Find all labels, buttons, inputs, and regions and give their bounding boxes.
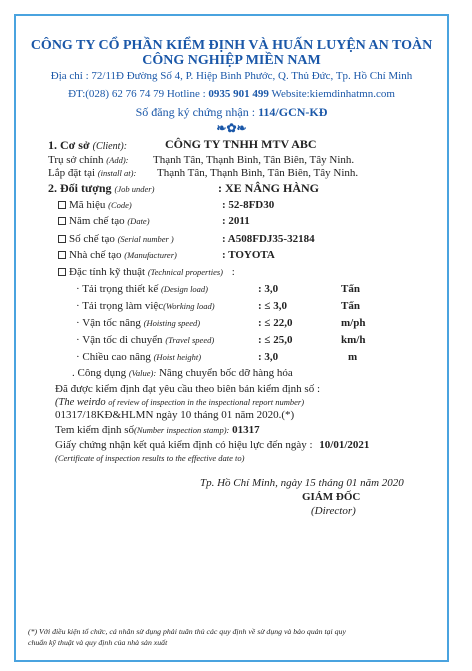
prop-travel-speed-unit: km/h xyxy=(341,334,366,346)
hq-label: Trụ sở chính (Add): xyxy=(48,154,129,166)
validity-line-en: (Certificate of inspection results to the effective date to) xyxy=(55,453,245,463)
validity-line: Giấy chứng nhận kết quả kiểm định có hiệu lực đến ngày : 10/01/2021 xyxy=(55,439,370,451)
field-code-label: Mã hiệu (Code) xyxy=(58,199,132,211)
company-name-line1: CÔNG TY CỔ PHẦN KIỂM ĐỊNH VÀ HUẤN LUYỆN AN TOÀN xyxy=(30,38,433,53)
inspection-statement: Đã được kiểm định đạt yêu cầu theo biên bản kiểm định số : xyxy=(55,383,321,395)
field-year-label: Năm chế tạo (Date) xyxy=(58,215,150,227)
inspection-report-number: 01317/18KĐ&HLMN ngày 10 tháng 01 năm 2020.(*) xyxy=(55,409,295,421)
footnote-line2: chuẩn kỹ thuật và quy định của nhà sản xuất xyxy=(28,638,168,647)
prop-travel-speed-label: · Vận tốc di chuyển (Travel speed) xyxy=(76,334,215,346)
object-value: : XE NÂNG HÀNG xyxy=(218,181,319,195)
install-value: Thạnh Tân, Thạnh Bình, Tân Biên, Tây Ninh. xyxy=(157,167,359,179)
place-date: Tp. Hồ Chí Minh, ngày 15 tháng 01 năm 2020 xyxy=(200,477,404,489)
registration-label: Số đăng ký chứng nhận : xyxy=(135,105,256,119)
prop-design-load-unit: Tấn xyxy=(341,283,360,295)
prop-design-load-label: · Tải trọng thiết kế (Design load) xyxy=(76,283,209,295)
hotline: 0935 901 499 xyxy=(208,88,269,100)
prop-hoist-height-label: · Chiều cao nâng (Hoist height) xyxy=(76,351,202,363)
footnote-line1: (*) Với điều kiện tổ chức, cá nhân sử dụng phải tuân thủ các quy định về sử dụng và bảo quản tại quy xyxy=(28,627,346,636)
field-manufacturer-label: Nhà chế tạo (Manufacturer) xyxy=(58,249,177,261)
field-year-value: : 2011 xyxy=(222,215,250,227)
director-title: GIÁM ĐỐC xyxy=(302,491,361,503)
section2-label: 2. Đối tượng (Job under) xyxy=(48,181,155,195)
prop-working-load-label: · Tải trọng làm việc(Working load) xyxy=(76,300,215,312)
prop-hoist-height-value: : 3,0 xyxy=(258,351,279,363)
section1-label: 1. Cơ sở (Client): xyxy=(48,138,128,152)
prop-hoisting-speed-unit: m/ph xyxy=(341,317,366,329)
inspection-statement-en: (The weirdo of review of inspection in the inspectional report number) xyxy=(55,397,305,408)
stamp-line: Tem kiểm định số(Number inspection stamp): 01317 xyxy=(55,424,260,436)
company-name-line2: CÔNG NGHIỆP MIỀN NAM xyxy=(142,53,321,68)
usage-line: . Công dụng (Value): Nâng chuyển bốc dỡ hàng hóa xyxy=(72,367,293,379)
hq-value: Thạnh Tân, Thạnh Bình, Tân Biên, Tây Ninh. xyxy=(153,154,355,166)
registration-number: 114/GCN-KĐ xyxy=(258,105,328,119)
ornament: ❧✿❧ xyxy=(216,121,247,135)
install-label: Lắp đặt tại (install at): xyxy=(48,167,137,179)
prop-working-load-unit: Tấn xyxy=(341,300,360,312)
phone-label: ĐT:(028) 62 76 74 79 Hotline : xyxy=(68,88,206,100)
website: Website:kiemdinhatmn.com xyxy=(271,88,395,100)
prop-hoisting-speed-value: : ≤ 22,0 xyxy=(258,317,293,329)
client-name: CÔNG TY TNHH MTV ABC xyxy=(165,137,317,151)
registration-line xyxy=(14,105,449,120)
field-serial-label: Số chế tạo (Serial number ) xyxy=(58,233,174,245)
field-code-value: : 52-8FD30 xyxy=(222,199,275,211)
tech-props-label: Đặc tính kỹ thuật (Technical properties) : xyxy=(58,266,235,278)
company-address: Địa chỉ : 72/11Đ Đường Số 4, P. Hiệp Bình Phước, Q. Thủ Đức, Tp. Hồ Chí Minh xyxy=(50,70,413,82)
prop-working-load-value: : ≤ 3,0 xyxy=(258,300,287,312)
field-serial-value: : A508FDJ35-32184 xyxy=(222,233,315,245)
prop-hoist-height-unit: m xyxy=(348,351,358,363)
director-title-en: (Director) xyxy=(311,505,356,517)
prop-travel-speed-value: : ≤ 25,0 xyxy=(258,334,293,346)
field-manufacturer-value: : TOYOTA xyxy=(222,249,275,261)
company-contact xyxy=(14,88,449,100)
prop-design-load-value: : 3,0 xyxy=(258,283,279,295)
prop-hoisting-speed-label: · Vận tốc nâng (Hoisting speed) xyxy=(76,317,201,329)
